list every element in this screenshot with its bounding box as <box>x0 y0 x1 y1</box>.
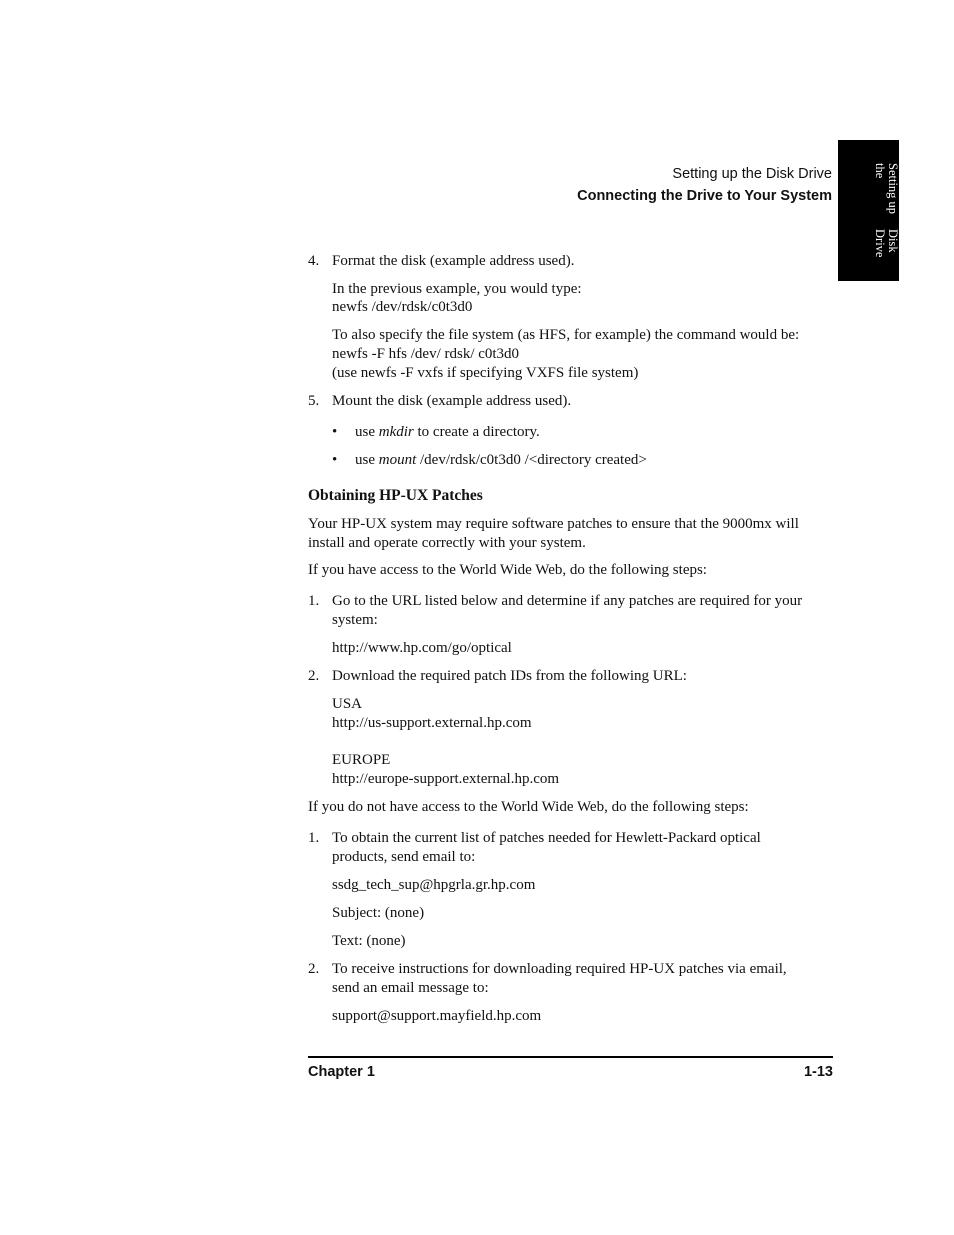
step-4-number: 4. <box>308 253 320 269</box>
hp-optical-url: http://www.hp.com/go/optical <box>332 640 512 656</box>
no-www-step-2-line2: send an email message to: <box>332 980 489 996</box>
running-head-section: Setting up the Disk Drive <box>672 166 832 182</box>
tab-label-line1: Setting up the <box>873 163 900 215</box>
bullet-mount-text: use mount /dev/rdsk/c0t3d0 /<directory created> <box>355 452 647 468</box>
step-4-para1-line1: In the previous example, you would type: <box>332 281 582 297</box>
step-4-para2-line3: (use newfs -F vxfs if specifying VXFS file system) <box>332 365 639 381</box>
patches-intro-line2: install and operate correctly with your system. <box>308 535 586 551</box>
tab-label-line2: Disk Drive <box>873 228 900 258</box>
www-step-2-number: 2. <box>308 668 320 684</box>
mayfield-email-address: support@support.mayfield.hp.com <box>332 1008 542 1024</box>
ssdg-email-address: ssdg_tech_sup@hpgrla.gr.hp.com <box>332 877 536 893</box>
no-www-step-2-line1: To receive instructions for downloading required HP-UX patches via email, <box>332 961 787 977</box>
email-text: Text: (none) <box>332 933 406 949</box>
usa-support-url: http://us-support.external.hp.com <box>332 715 532 731</box>
step-5-text: Mount the disk (example address used). <box>332 393 572 409</box>
www-intro: If you have access to the World Wide Web, do the following steps: <box>308 562 707 578</box>
section-heading-patches: Obtaining HP-UX Patches <box>308 487 483 504</box>
email-subject: Subject: (none) <box>332 905 425 921</box>
no-www-step-1-line1: To obtain the current list of patches needed for Hewlett-Packard optical <box>332 830 761 846</box>
usa-label: USA <box>332 696 363 712</box>
www-step-1-line1: Go to the URL listed below and determine if any patches are required for your <box>332 593 803 609</box>
mkdir-command: mkdir <box>378 424 414 440</box>
no-www-intro: If you do not have access to the World Wide Web, do the following steps: <box>308 799 749 815</box>
step-4-para2-line1: To also specify the file system (as HFS, for example) the command would be: <box>332 327 800 343</box>
footer-chapter: Chapter 1 <box>308 1064 375 1080</box>
patches-intro-line1: Your HP-UX system may require software patches to ensure that the 9000mx will <box>308 516 799 532</box>
europe-label: EUROPE <box>332 752 391 768</box>
mount-command: mount <box>378 452 417 468</box>
chapter-thumb-tab <box>838 140 899 281</box>
bullet-mkdir-marker: • <box>332 424 338 440</box>
europe-support-url: http://europe-support.external.hp.com <box>332 771 560 787</box>
step-4-command-newfs-hfs: newfs -F hfs /dev/ rdsk/ c0t3d0 <box>332 346 520 362</box>
no-www-step-2-number: 2. <box>308 961 320 977</box>
footer-page-number: 1-13 <box>803 1064 833 1080</box>
step-4-text: Format the disk (example address used). <box>332 253 575 269</box>
step-5-number: 5. <box>308 393 320 409</box>
www-step-1-line2: system: <box>332 612 378 628</box>
www-step-2-text: Download the required patch IDs from the following URL: <box>332 668 687 684</box>
www-step-1-number: 1. <box>308 593 320 609</box>
step-4-command-newfs: newfs /dev/rdsk/c0t3d0 <box>332 299 473 315</box>
no-www-step-1-line2: products, send email to: <box>332 849 476 865</box>
no-www-step-1-number: 1. <box>308 830 320 846</box>
bullet-mkdir-text: use mkdir to create a directory. <box>355 424 540 440</box>
footer-rule <box>308 1056 833 1058</box>
running-head-subsection: Connecting the Drive to Your System <box>577 188 832 204</box>
bullet-mount-marker: • <box>332 452 338 468</box>
